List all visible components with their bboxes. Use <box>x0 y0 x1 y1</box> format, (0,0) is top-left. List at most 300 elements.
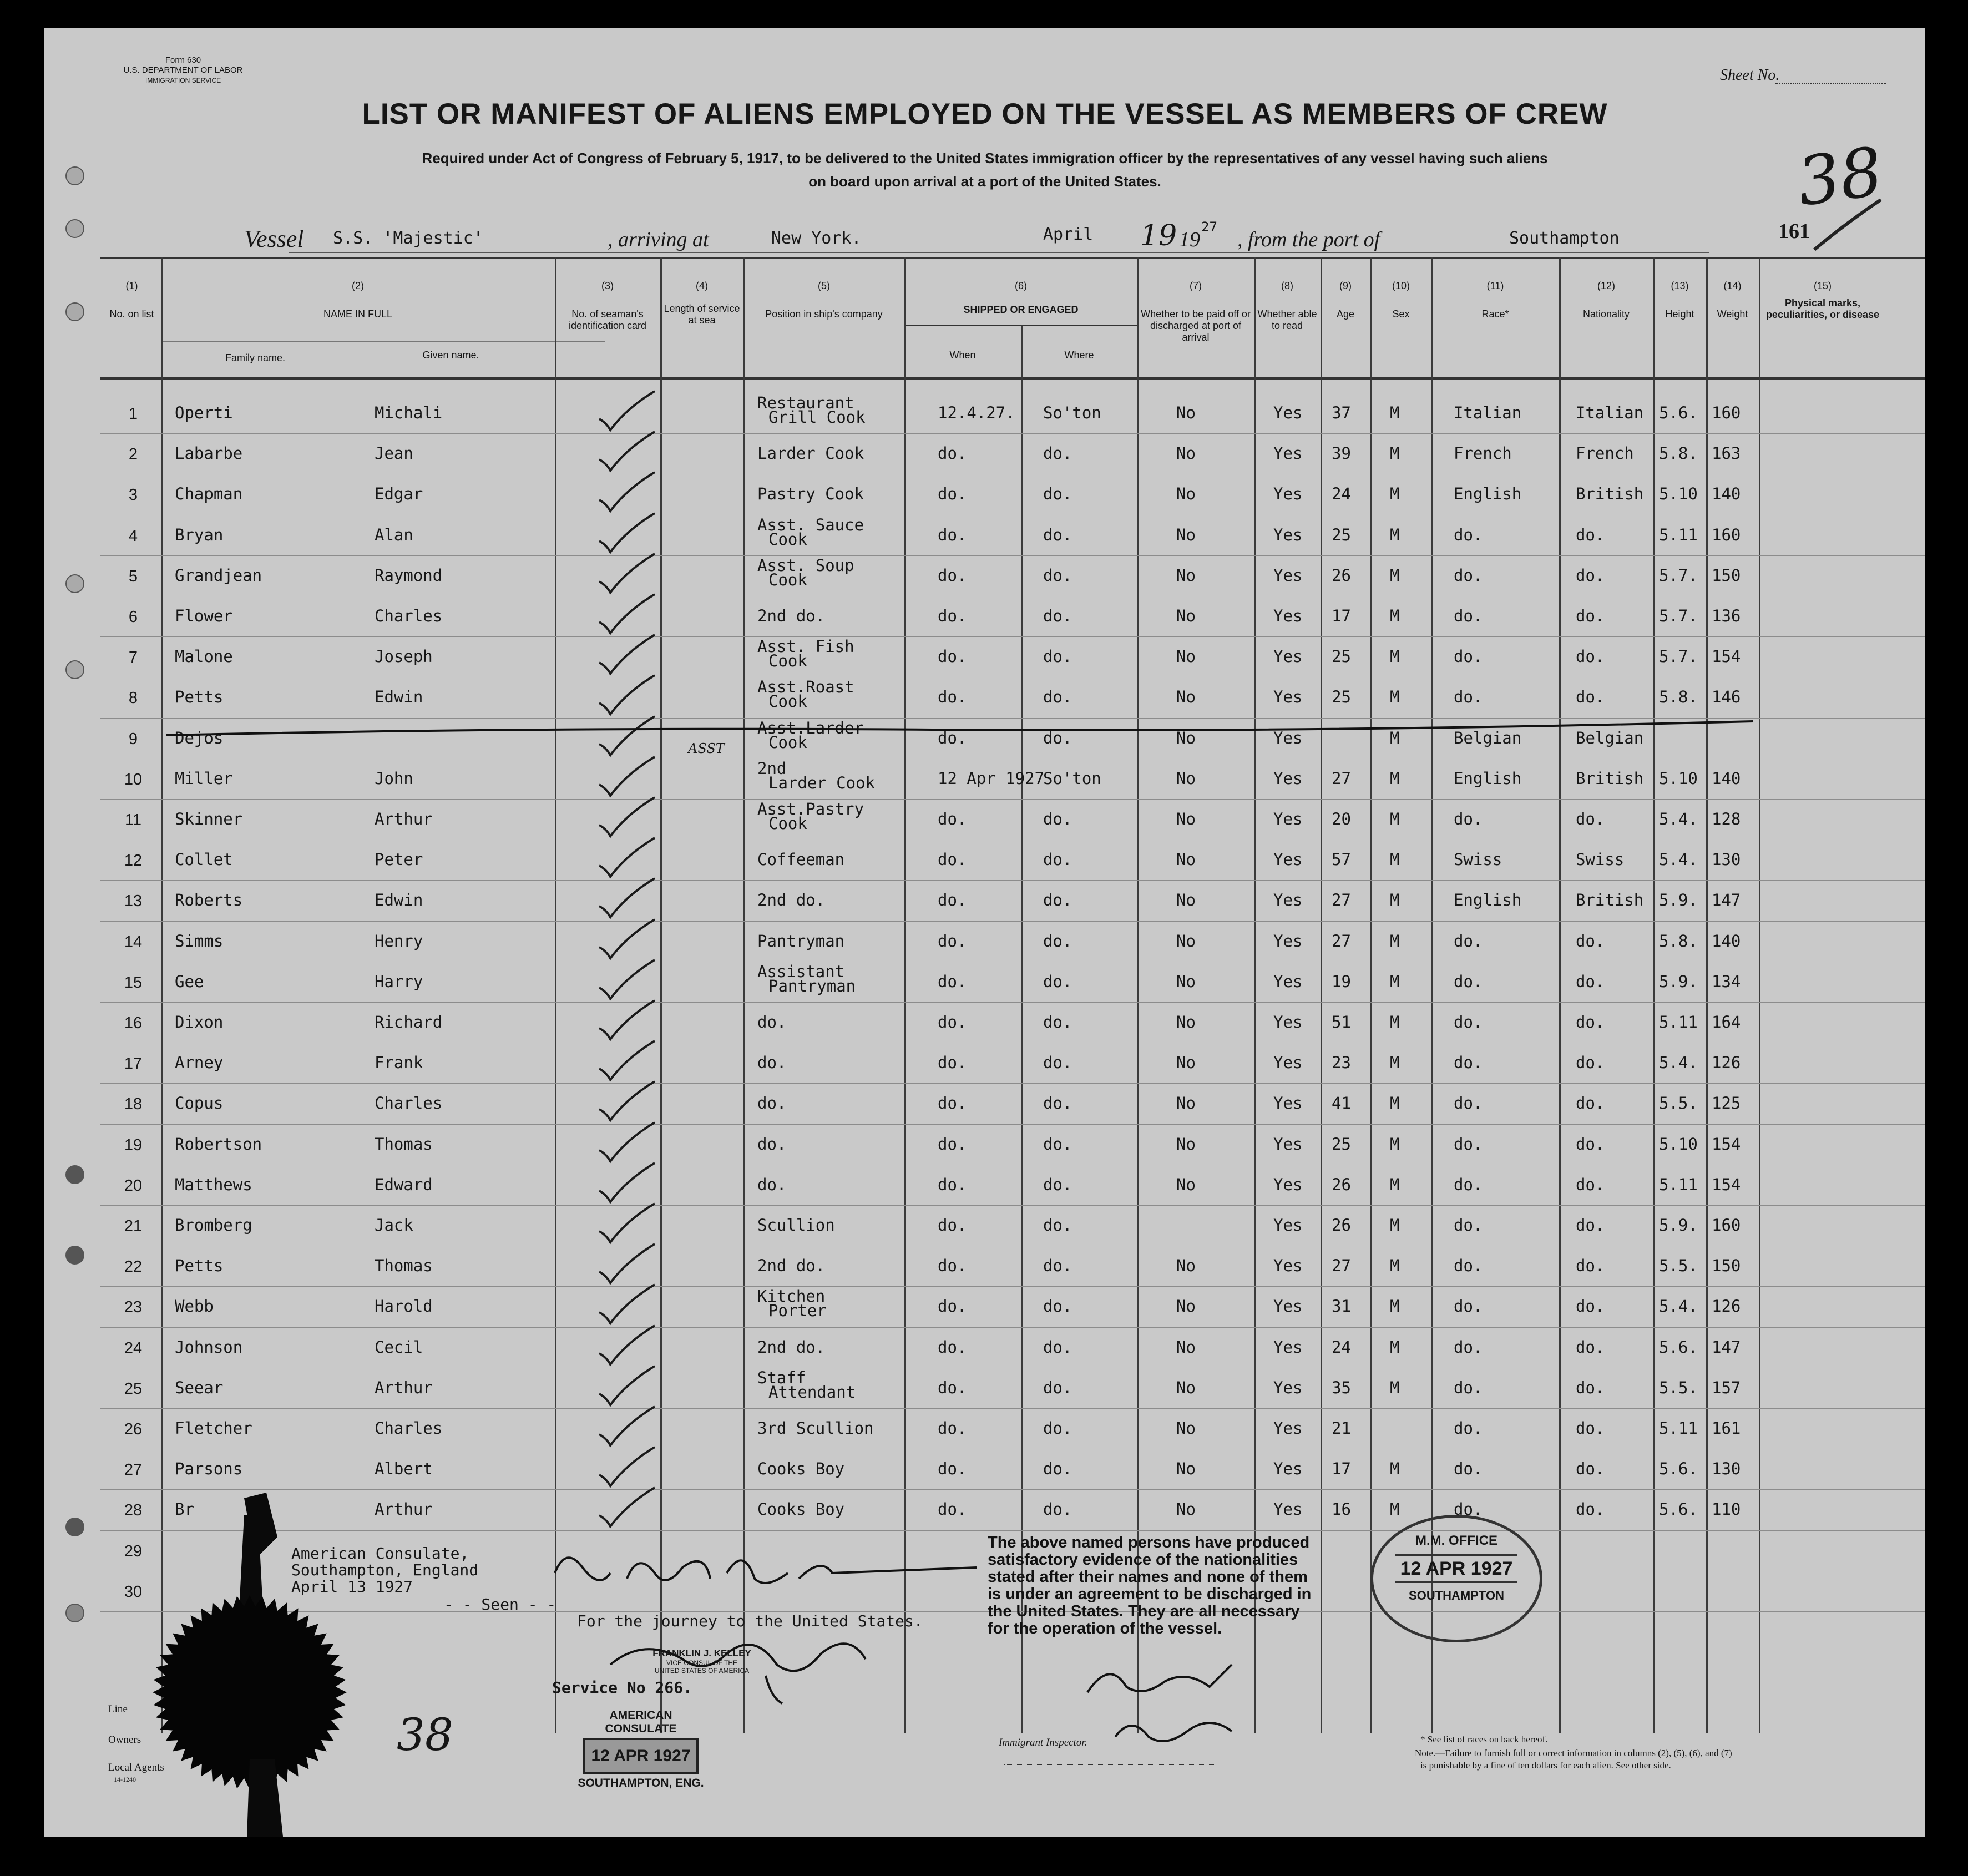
shipped-where: do. <box>1043 1378 1072 1397</box>
family-name: Webb <box>175 1297 214 1316</box>
nationality: do. <box>1576 1500 1605 1519</box>
nationality: do. <box>1576 1013 1605 1031</box>
shipped-where: do. <box>1043 891 1072 910</box>
given-name: Charles <box>375 1419 443 1438</box>
able-to-read: Yes <box>1273 1337 1303 1357</box>
checkmark-icon <box>596 1404 657 1448</box>
nationality: British <box>1576 484 1644 504</box>
race: do. <box>1454 1500 1483 1519</box>
paid-off: No <box>1176 810 1196 828</box>
position-line-1: do. <box>757 1134 787 1154</box>
sex: M <box>1390 768 1400 788</box>
checkmark-icon <box>596 1201 657 1245</box>
row-number: 30 <box>124 1582 143 1601</box>
shipped-when: do. <box>938 1459 967 1479</box>
given-name: Jean <box>375 444 413 463</box>
checkmark-icon <box>596 795 657 839</box>
given-name: Arthur <box>375 810 433 828</box>
race: do. <box>1454 1216 1483 1235</box>
position-line-1: 2nd do. <box>757 606 826 625</box>
given-name: Harold <box>375 1297 433 1316</box>
age: 24 <box>1332 484 1351 504</box>
manifest-page <box>44 28 1925 1837</box>
race: do. <box>1454 1175 1483 1194</box>
col-8-header: (8) Whether able to read <box>1257 280 1317 331</box>
penalty-note-2: is punishable by a fine of ten dollars for each alien. See other side. <box>1420 1760 1671 1771</box>
position-line-1: do. <box>757 1094 787 1113</box>
height: 5.8. <box>1659 931 1698 950</box>
age: 37 <box>1332 403 1351 422</box>
row-number: 16 <box>124 1014 143 1032</box>
able-to-read: Yes <box>1273 931 1303 950</box>
shipped-when: do. <box>938 565 967 585</box>
shipped-where: do. <box>1043 687 1072 707</box>
shipped-where: do. <box>1043 1013 1072 1031</box>
col-15-header: (15) Physical marks, peculiarities, or disease <box>1765 280 1880 320</box>
col-11-header: (11) Race* <box>1481 280 1509 320</box>
nationality-evidence-stamp: The above named persons have produced satisfactory evidence of the nationalities stated after their names and none of them is under an agreement to be discharged in the United States. They are all necessary for the operation of the vessel. <box>988 1534 1312 1637</box>
row-number: 15 <box>124 973 143 992</box>
penalty-note-1: Note.—Failure to furnish full or correct information in columns (2), (5), (6), and (7) <box>1415 1748 1732 1758</box>
age: 23 <box>1332 1053 1351 1073</box>
height: 5.5. <box>1659 1378 1698 1397</box>
position-line-2: Cook <box>768 732 807 752</box>
row-divider <box>100 1124 1925 1125</box>
where-header: Where <box>1064 350 1094 361</box>
row-number: 1 <box>128 405 138 423</box>
arrival-port: New York. <box>771 229 862 248</box>
family-name: Labarbe <box>175 444 243 463</box>
sex: M <box>1390 687 1400 707</box>
shipped-where: do. <box>1043 606 1072 625</box>
given-name: Raymond <box>375 565 443 585</box>
able-to-read: Yes <box>1273 525 1303 544</box>
sex: M <box>1390 1256 1400 1276</box>
col-line <box>1370 257 1372 1733</box>
mm-office-stamp: M.M. OFFICE 12 APR 1927 SOUTHAMPTON <box>1370 1515 1542 1642</box>
weight: 160 <box>1712 525 1741 544</box>
shipped-where: do. <box>1043 728 1072 747</box>
sex: M <box>1390 1013 1400 1031</box>
sex: M <box>1390 1378 1400 1397</box>
height: 5.8. <box>1659 444 1698 463</box>
position-line-2: Cook <box>768 692 807 711</box>
position-line-1: Asst.Roast <box>757 677 854 697</box>
position-line-1: Asst. Soup <box>757 555 854 575</box>
shipped-when: do. <box>938 1256 967 1276</box>
col-14-header: (14) Weight <box>1717 280 1748 320</box>
paid-off: No <box>1176 1500 1196 1519</box>
col-line <box>1254 257 1256 1733</box>
col-10-header: (10) Sex <box>1392 280 1410 320</box>
row-divider <box>100 636 1925 637</box>
checkmark-icon <box>596 835 657 879</box>
checkmark-icon <box>596 429 657 473</box>
nationality: do. <box>1576 1297 1605 1316</box>
height: 5.4. <box>1659 1053 1698 1073</box>
row-divider <box>100 1408 1925 1409</box>
service-number: Service No 266. <box>552 1678 692 1697</box>
paid-off: No <box>1176 1134 1196 1154</box>
given-name: Harry <box>375 972 423 991</box>
name-divider <box>161 341 605 342</box>
nationality: do. <box>1576 1134 1605 1154</box>
weight: 126 <box>1712 1053 1741 1073</box>
row-divider <box>100 799 1925 800</box>
family-name: Petts <box>175 687 224 707</box>
checkmark-icon <box>596 876 657 920</box>
row-number: 23 <box>124 1298 143 1317</box>
weight: 154 <box>1712 1134 1741 1154</box>
able-to-read: Yes <box>1273 810 1303 828</box>
weight: 110 <box>1712 1500 1741 1519</box>
row-number: 25 <box>124 1379 143 1398</box>
given-name: Henry <box>375 931 423 950</box>
given-name: Edgar <box>375 484 423 504</box>
family-name: Parsons <box>175 1459 243 1479</box>
weight: 161 <box>1712 1419 1741 1438</box>
checkmark-icon <box>596 1241 657 1286</box>
race: French <box>1454 444 1512 463</box>
given-name: Jack <box>375 1216 413 1235</box>
paid-off: No <box>1176 687 1196 707</box>
from-port-label: , from the port of <box>1237 228 1380 251</box>
weight: 136 <box>1712 606 1741 625</box>
given-name: Richard <box>375 1013 443 1031</box>
age: 16 <box>1332 1500 1351 1519</box>
able-to-read: Yes <box>1273 1459 1303 1479</box>
weight: 130 <box>1712 1459 1741 1479</box>
col-5-header: (5) Position in ship's company <box>765 280 883 320</box>
family-name: Gee <box>175 972 204 991</box>
race: do. <box>1454 810 1483 828</box>
given-name: Charles <box>375 1094 443 1113</box>
punch-hole <box>65 1246 84 1265</box>
position-line-1: Asst. Fish <box>757 637 854 656</box>
sex: M <box>1390 444 1400 463</box>
col-line <box>743 257 745 1733</box>
nationality: British <box>1576 891 1644 910</box>
family-name: Fletcher <box>175 1419 252 1438</box>
footer-owners-label: Owners <box>108 1734 141 1746</box>
sheet-handwritten-number: 38 <box>1793 133 1888 221</box>
nationality: do. <box>1576 565 1605 585</box>
weight: 157 <box>1712 1378 1741 1397</box>
family-name: Seear <box>175 1378 224 1397</box>
weight: 154 <box>1712 1175 1741 1194</box>
race: Italian <box>1454 403 1522 422</box>
row-number: 11 <box>124 811 142 829</box>
col-2-header: (2) NAME IN FULL <box>323 280 393 320</box>
punch-hole <box>65 660 84 679</box>
row-9-strike-line <box>155 716 1764 747</box>
shipped-where: do. <box>1043 1459 1072 1479</box>
row-divider <box>100 1083 1925 1084</box>
vessel-underline <box>289 252 1709 253</box>
nationality: do. <box>1576 525 1605 544</box>
sex: M <box>1390 931 1400 950</box>
race: do. <box>1454 525 1483 544</box>
race-note: * See list of races on back hereof. <box>1420 1734 1548 1744</box>
year-prefix: 19 <box>1179 228 1200 251</box>
punch-hole <box>65 219 84 238</box>
given-name: Thomas <box>375 1134 433 1154</box>
shipped-where: do. <box>1043 850 1072 869</box>
row-divider <box>100 1002 1925 1003</box>
manifest-subtitle-1: Required under Act of Congress of February 5, 1917, to be delivered to the United States immigration officer by the representatives of any vessel having such aliens <box>422 150 1548 166</box>
nationality: Belgian <box>1576 728 1644 747</box>
position-line-2: Attendant <box>768 1382 856 1402</box>
sheet-label: Sheet No. <box>1720 67 1780 84</box>
col-4-header: (4) Length of service at sea <box>664 280 740 326</box>
height: 5.7. <box>1659 647 1698 666</box>
position-line-1: Cooks Boy <box>757 1459 845 1479</box>
departure-port: Southampton <box>1509 229 1620 248</box>
position-line-1: Cooks Boy <box>757 1500 845 1519</box>
race: do. <box>1454 1419 1483 1438</box>
family-name: Miller <box>175 768 233 788</box>
row-number: 8 <box>128 689 138 707</box>
row-number: 22 <box>124 1258 143 1276</box>
paid-off: No <box>1176 1013 1196 1031</box>
shipped-when: do. <box>938 525 967 544</box>
age: 27 <box>1332 931 1351 950</box>
arriving-label: , arriving at <box>608 228 709 251</box>
sex: M <box>1390 1134 1400 1154</box>
form-header <box>97 55 269 85</box>
row-number: 4 <box>128 527 138 545</box>
row-number: 3 <box>128 486 138 504</box>
given-name: Arthur <box>375 1378 433 1397</box>
family-name: Chapman <box>175 484 243 504</box>
col-line <box>555 257 556 1733</box>
race: do. <box>1454 1094 1483 1113</box>
shipped-when: do. <box>938 1297 967 1316</box>
nationality: Swiss <box>1576 850 1625 869</box>
paid-off: No <box>1176 1053 1196 1073</box>
position-line-2: Cook <box>768 651 807 671</box>
position-line-1: 3rd Scullion <box>757 1419 874 1438</box>
shipped-when: do. <box>938 1094 967 1113</box>
shipped-where: do. <box>1043 1419 1072 1438</box>
position-line-1: Scullion <box>757 1216 835 1235</box>
shipped-where: do. <box>1043 1175 1072 1194</box>
row-number: 28 <box>124 1501 143 1520</box>
nationality: do. <box>1576 1175 1605 1194</box>
col-3-header: (3) No. of seaman's identification card <box>568 280 647 331</box>
paid-off: No <box>1176 444 1196 463</box>
row-divider <box>100 1489 1925 1490</box>
paid-off: No <box>1176 647 1196 666</box>
sex: M <box>1390 972 1400 991</box>
position-line-2: Porter <box>768 1301 827 1321</box>
weight: 140 <box>1712 484 1741 504</box>
punch-hole <box>65 1518 84 1536</box>
sheet-line <box>1775 82 1886 84</box>
race: do. <box>1454 1337 1483 1357</box>
shipped-when: do. <box>938 1419 967 1438</box>
shipped-where: do. <box>1043 525 1072 544</box>
row-number: 24 <box>124 1339 143 1357</box>
shipped-when: 12 Apr 1927 <box>938 768 1045 788</box>
paid-off: No <box>1176 931 1196 950</box>
row-number: 10 <box>124 770 143 788</box>
shipped-where: do. <box>1043 1053 1072 1073</box>
shipped-where: do. <box>1043 565 1072 585</box>
row-number: 7 <box>128 649 138 667</box>
age: 39 <box>1332 444 1351 463</box>
height: 5.10 <box>1659 768 1698 788</box>
given-name: Cecil <box>375 1337 423 1357</box>
row-number: 18 <box>124 1095 143 1114</box>
age: 26 <box>1332 565 1351 585</box>
shipped-where: do. <box>1043 1500 1072 1519</box>
family-name: Br <box>175 1500 194 1519</box>
family-name: Matthews <box>175 1175 252 1194</box>
sex: M <box>1390 647 1400 666</box>
race: do. <box>1454 565 1483 585</box>
height: 5.7. <box>1659 606 1698 625</box>
shipped-when: do. <box>938 1337 967 1357</box>
shipped-where: do. <box>1043 1337 1072 1357</box>
punch-hole <box>65 1165 84 1184</box>
position-line-1: 2nd do. <box>757 1337 826 1357</box>
age: 35 <box>1332 1378 1351 1397</box>
paid-off: No <box>1176 1419 1196 1438</box>
age: 31 <box>1332 1297 1351 1316</box>
family-name: Dixon <box>175 1013 224 1031</box>
weight: 140 <box>1712 931 1741 950</box>
row-number: 20 <box>124 1176 143 1195</box>
seen-label: - - Seen - - <box>444 1595 556 1614</box>
shipped-where: do. <box>1043 810 1072 828</box>
able-to-read: Yes <box>1273 1134 1303 1154</box>
able-to-read: Yes <box>1273 768 1303 788</box>
given-name: Frank <box>375 1053 423 1073</box>
row-number: 2 <box>128 446 138 464</box>
height: 5.11 <box>1659 1175 1698 1194</box>
shipped-when: do. <box>938 1175 967 1194</box>
position-line-1: Restaurant <box>757 393 854 412</box>
shipped-when: do. <box>938 850 967 869</box>
checkmark-icon <box>596 1323 657 1367</box>
nationality: do. <box>1576 1419 1605 1438</box>
height: 5.5. <box>1659 1256 1698 1276</box>
journey-text: For the journey to the United States. <box>577 1612 923 1630</box>
paid-off: No <box>1176 728 1196 747</box>
position-line-1: Asst.Larder <box>757 718 864 737</box>
height: 5.10 <box>1659 484 1698 504</box>
family-name: Malone <box>175 647 233 666</box>
nationality: do. <box>1576 1053 1605 1073</box>
shipped-where: do. <box>1043 444 1072 463</box>
shipped-when: do. <box>938 1378 967 1397</box>
race: do. <box>1454 1053 1483 1073</box>
able-to-read: Yes <box>1273 484 1303 504</box>
weight: 163 <box>1712 444 1741 463</box>
position-line-1: Pantryman <box>757 931 845 950</box>
race: do. <box>1454 606 1483 625</box>
vessel-label: Vessel <box>244 225 304 252</box>
shipped-where: do. <box>1043 1134 1072 1154</box>
weight: 160 <box>1712 1216 1741 1235</box>
form-number: Form 630 <box>165 55 201 65</box>
age: 25 <box>1332 1134 1351 1154</box>
height: 5.11 <box>1659 525 1698 544</box>
row-number: 6 <box>128 608 138 626</box>
checkmark-icon <box>596 1444 657 1489</box>
age: 21 <box>1332 1419 1351 1438</box>
race: Belgian <box>1454 728 1522 747</box>
paid-off: No <box>1176 891 1196 910</box>
shipped-where: So'ton <box>1043 768 1101 788</box>
height: 5.9. <box>1659 972 1698 991</box>
race: do. <box>1454 647 1483 666</box>
paid-off: No <box>1176 403 1196 422</box>
able-to-read: Yes <box>1273 647 1303 666</box>
able-to-read: Yes <box>1273 1216 1303 1235</box>
shipped-when: do. <box>938 931 967 950</box>
position-line-1: 2nd do. <box>757 891 826 910</box>
checkmark-icon <box>596 1485 657 1529</box>
able-to-read: Yes <box>1273 972 1303 991</box>
given-name: Edwin <box>375 891 423 910</box>
sex: M <box>1390 1500 1400 1519</box>
row-divider <box>100 1530 1925 1531</box>
race: do. <box>1454 931 1483 950</box>
year-suffix: 27 <box>1201 219 1217 235</box>
shipped-when: do. <box>938 484 967 504</box>
height: 5.4. <box>1659 1297 1698 1316</box>
weight: 150 <box>1712 1256 1741 1276</box>
paid-off: No <box>1176 1297 1196 1316</box>
able-to-read: Yes <box>1273 444 1303 463</box>
given-name: Charles <box>375 606 443 625</box>
weight: 147 <box>1712 1337 1741 1357</box>
paid-off: No <box>1176 1337 1196 1357</box>
age: 25 <box>1332 687 1351 707</box>
position-line-1: Staff <box>757 1368 806 1387</box>
vessel-name: S.S. 'Majestic' <box>333 229 483 248</box>
row-number: 17 <box>124 1055 143 1073</box>
row-divider <box>100 433 1925 434</box>
nationality: British <box>1576 768 1644 788</box>
punch-hole <box>65 166 84 185</box>
family-name: Flower <box>175 606 233 625</box>
family-name: Skinner <box>175 810 243 828</box>
col-line <box>1321 257 1322 1733</box>
sex: M <box>1390 1459 1400 1479</box>
height: 5.11 <box>1659 1419 1698 1438</box>
race: English <box>1454 891 1522 910</box>
family-name: Petts <box>175 1256 224 1276</box>
checkmark-icon <box>596 917 657 961</box>
punch-hole <box>65 1604 84 1622</box>
header-bottom-border <box>100 377 1925 380</box>
checkmark-icon <box>596 672 657 717</box>
age: 27 <box>1332 891 1351 910</box>
shipped-where: do. <box>1043 1216 1072 1235</box>
inspector-signatures <box>1076 1648 1298 1764</box>
shipped-when: do. <box>938 647 967 666</box>
paid-off: No <box>1176 768 1196 788</box>
height: 5.11 <box>1659 1013 1698 1031</box>
checkmark-icon <box>596 632 657 676</box>
paid-off: No <box>1176 525 1196 544</box>
col-line <box>1559 257 1561 1733</box>
race: do. <box>1454 687 1483 707</box>
height: 5.6. <box>1659 403 1698 422</box>
